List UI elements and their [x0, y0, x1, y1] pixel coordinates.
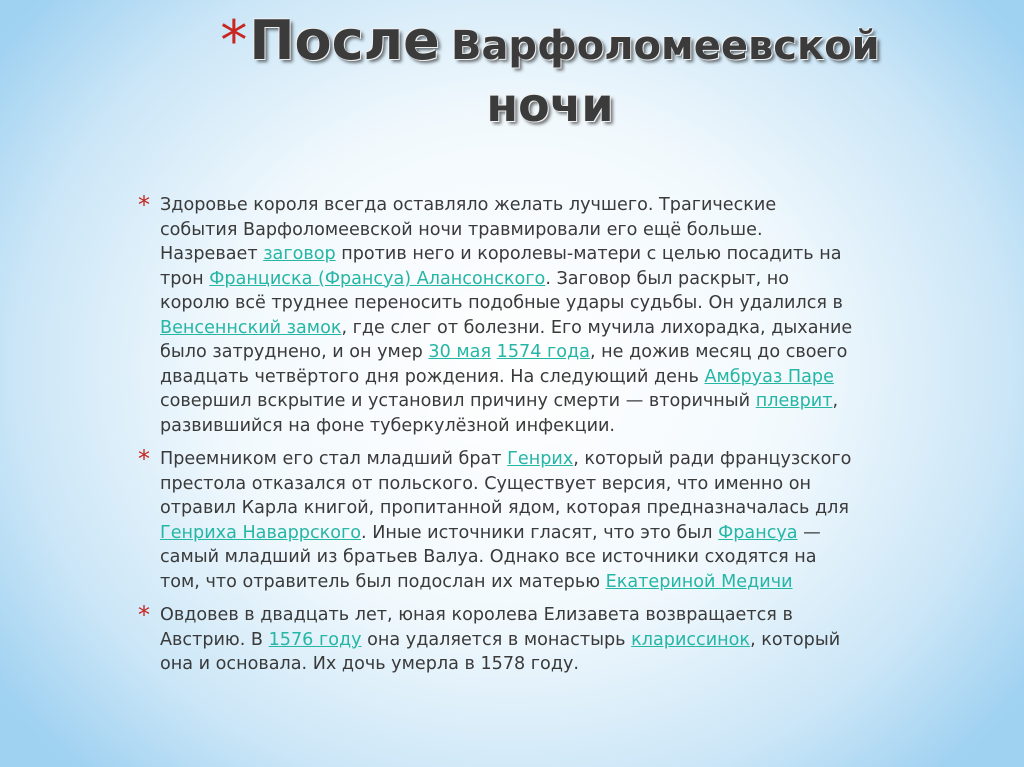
hyperlink[interactable]: плеврит [755, 391, 833, 411]
paragraph-text: . Заговор был раскрыт, но королю всё труднее переносить подобные удары судьбы. Он удалился в [160, 268, 843, 313]
title-star-icon: * [220, 9, 248, 72]
title-line-2: ночи [486, 78, 614, 132]
paragraph-text: Здоровье короля всегда оставляло желать лучшего. Трагические события Варфоломеевской ночи травмировали его ещё больше. Назревает [160, 195, 777, 264]
slide-title [190, 9, 910, 132]
paragraph-text: — самый младший из братьев Валуа. Однако все источники сходятся на том, что отравитель был подослан их матерью [160, 522, 821, 592]
paragraph-text: , не дожив месяц до своего двадцать четвёртого дня рождения. На следующий день [160, 342, 848, 387]
hyperlink[interactable]: Генрих [507, 449, 574, 469]
hyperlink[interactable]: Амбруаз Паре [704, 366, 834, 387]
title-line-1 [190, 9, 910, 72]
hyperlink[interactable]: клариссинок [631, 629, 751, 650]
paragraph-text: , развившийся на фоне туберкулёзной инфекции. [160, 391, 839, 436]
bullet-star-icon: * [138, 445, 150, 473]
paragraph-2 [138, 447, 858, 594]
title-word-1: После [249, 9, 440, 72]
paragraph-text: , который она и основала. Их дочь умерла в 1578 году. [160, 629, 841, 674]
hyperlink[interactable]: Генриха Наваррского [160, 522, 362, 543]
bullet-star-icon: * [138, 191, 150, 219]
hyperlink[interactable]: 1574 года [496, 342, 590, 362]
paragraph-1 [138, 193, 858, 438]
hyperlink[interactable]: Франциска (Франсуа) Алансонского [209, 268, 546, 289]
paragraph-text: , где слег от болезни. Его мучила лихорадка, дыхание было затруднено, и он умер [160, 317, 853, 362]
hyperlink[interactable]: Екатериной Медичи [605, 571, 793, 592]
paragraph-text: против него и королевы-матери с целью посадить на трон [160, 244, 842, 289]
bullet-list [138, 193, 858, 686]
hyperlink[interactable]: Франсуа [718, 522, 798, 543]
hyperlink[interactable]: Венсеннский замок [160, 317, 342, 338]
bullet-star-icon: * [138, 601, 150, 629]
hyperlink[interactable]: 30 мая [428, 342, 492, 362]
paragraph-text: . Иные источники гласят, что это был [361, 522, 719, 543]
hyperlink[interactable]: заговор [263, 244, 336, 264]
title-word-2: Варфоломеевской [450, 23, 880, 69]
hyperlink[interactable]: 1576 году [268, 629, 362, 650]
paragraph-text: совершил вскрытие и установил причину смерти — вторичный [160, 391, 756, 411]
paragraph-text: , который ради французского престола отказался от польского. Существует версия, что именно он отравил Карла книгой, пропитанной ядом, которая предназначалась для [160, 449, 852, 518]
paragraph-text: Преемником его стал младший брат [160, 449, 508, 469]
paragraph-text: Овдовев в двадцать лет, юная королева Елизавета возвращается в Австрию. В [160, 605, 793, 650]
paragraph-3 [138, 603, 858, 677]
paragraph-text: она удаляется в монастырь [361, 629, 632, 650]
